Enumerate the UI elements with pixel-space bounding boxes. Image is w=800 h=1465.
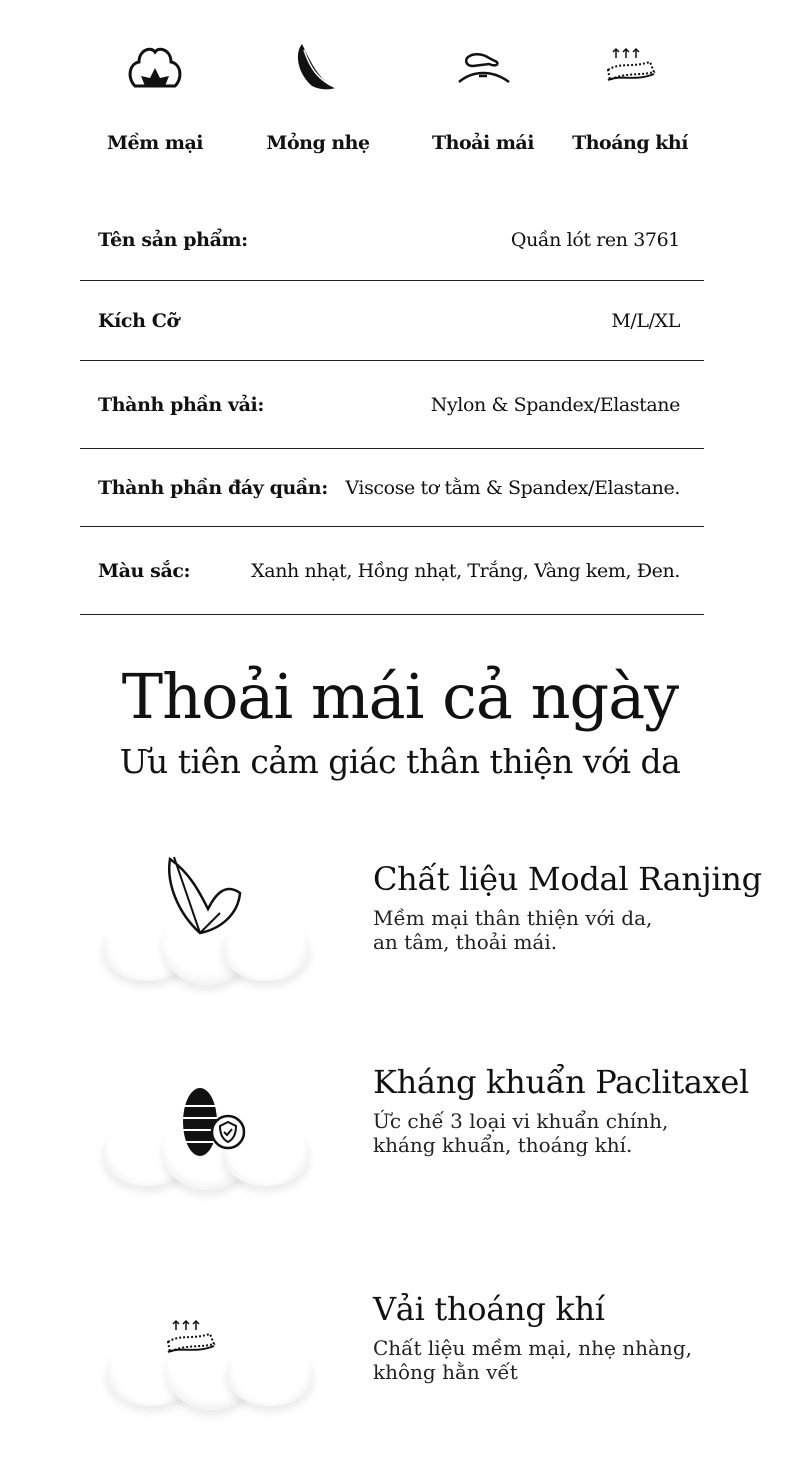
spec-key: Màu sắc: xyxy=(98,559,191,582)
feature-light xyxy=(258,40,378,154)
spec-row xyxy=(80,361,704,449)
section-subtitle: Ưu tiên cảm giác thân thiện với da xyxy=(119,742,681,781)
benefit-desc: an tâm, thoải mái. xyxy=(373,930,558,954)
feature-comfort xyxy=(423,40,543,154)
spec-value: Viscose tơ tằm & Spandex/Elastane. xyxy=(345,476,680,499)
spec-table xyxy=(80,200,704,615)
benefit-desc: Mềm mại thân thiện với da, xyxy=(373,906,653,930)
breathable-fabric-icon xyxy=(160,1310,220,1370)
feature-breathable xyxy=(570,40,690,154)
spec-value: Nylon & Spandex/Elastane xyxy=(430,393,680,416)
benefit-title: Chất liệu Modal Ranjing xyxy=(373,860,762,898)
feature-label: Thoải mái xyxy=(432,132,534,154)
hand-comfort-icon xyxy=(453,40,513,96)
feature-label: Mềm mại xyxy=(107,132,203,154)
feather-icon xyxy=(288,40,348,96)
benefit-desc: không hằn vết xyxy=(373,1360,518,1384)
benefit-desc: kháng khuẩn, thoáng khí. xyxy=(373,1133,633,1157)
benefit-desc: Ức chế 3 loại vi khuẩn chính, xyxy=(373,1109,669,1133)
benefit-item xyxy=(373,860,773,954)
spec-row xyxy=(80,449,704,527)
spec-key: Thành phần vải: xyxy=(98,393,264,416)
feather-icon xyxy=(160,853,250,943)
breathable-fabric-icon xyxy=(600,40,660,96)
feature-soft xyxy=(95,40,215,154)
benefit-desc: Chất liệu mềm mại, nhẹ nhàng, xyxy=(373,1336,692,1360)
feature-label: Mỏng nhẹ xyxy=(266,132,370,154)
benefit-item xyxy=(373,1063,773,1157)
spec-key: Kích Cỡ xyxy=(98,309,179,332)
cotton-icon xyxy=(125,40,185,96)
benefit-title: Vải thoáng khí xyxy=(373,1290,605,1328)
spec-row xyxy=(80,527,704,615)
spec-value: M/L/XL xyxy=(611,309,680,332)
section-title: Thoải mái cả ngày xyxy=(121,660,679,733)
cocoon-shield-icon xyxy=(170,1080,260,1170)
benefit-title: Kháng khuẩn Paclitaxel xyxy=(373,1063,749,1101)
spec-key: Tên sản phẩm: xyxy=(98,229,248,251)
spec-row xyxy=(80,281,704,361)
spec-row xyxy=(80,200,704,281)
feature-label: Thoáng khí xyxy=(572,132,688,154)
spec-value: Quần lót ren 3761 xyxy=(510,229,680,251)
benefit-item xyxy=(373,1290,773,1384)
spec-key: Thành phần đáy quần: xyxy=(98,476,328,499)
spec-value: Xanh nhạt, Hồng nhạt, Trắng, Vàng kem, Đen. xyxy=(251,559,680,582)
